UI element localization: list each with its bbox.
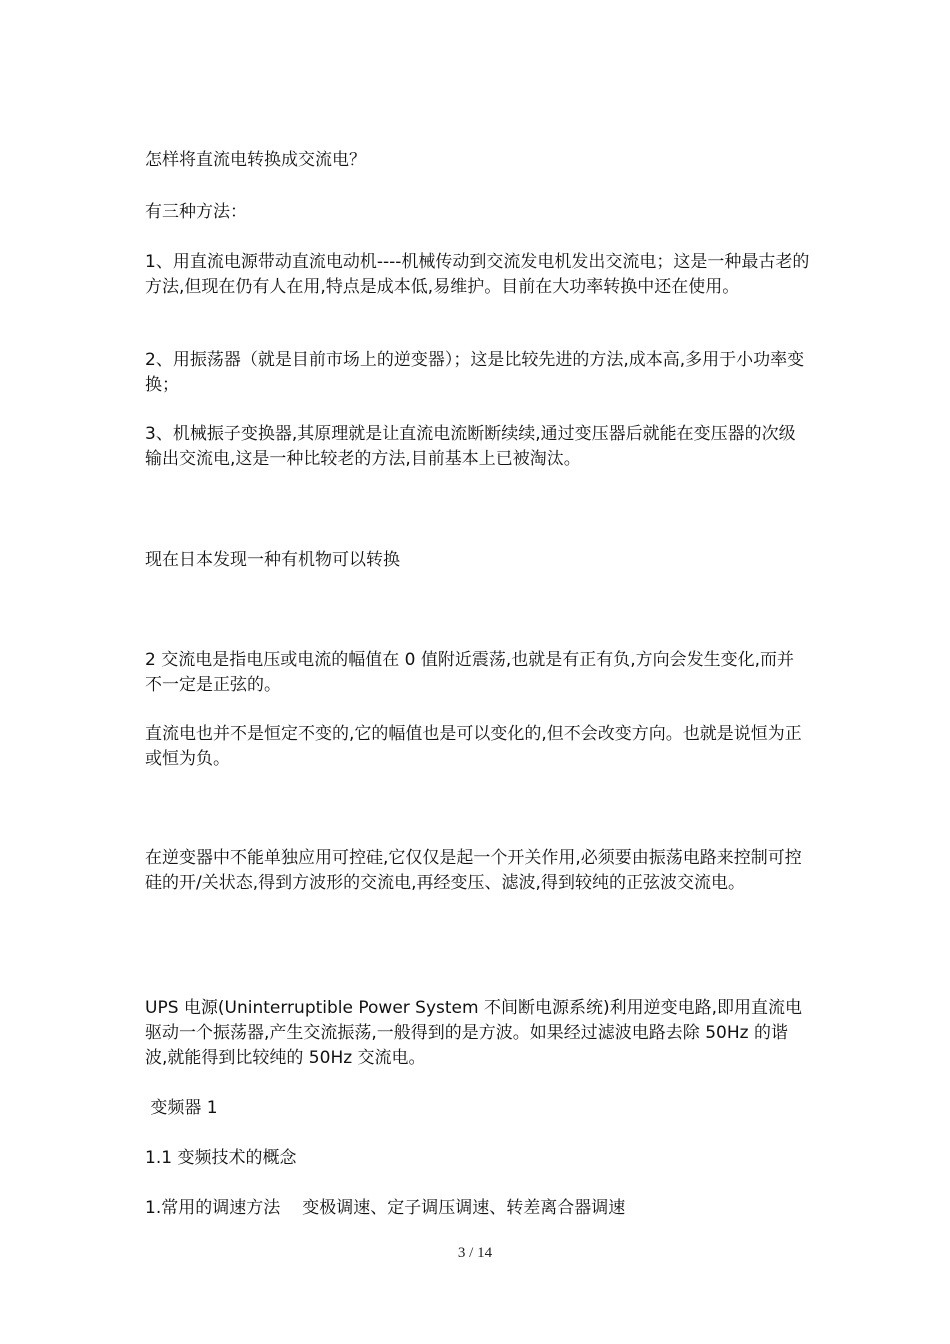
paragraph-speed-methods bbox=[145, 1196, 810, 1221]
paragraph-ac-definition: 2 交流电是指电压或电流的幅值在 0 值附近震荡,也就是有正有负,方向会发生变化,而并不一定是正弦的。 bbox=[145, 650, 795, 695]
paragraph-dc-definition: 直流电也并不是恒定不变的,它的幅值也是可以变化的,但不会改变方向。也就是说恒为正或恒为负。 bbox=[145, 724, 802, 769]
speed-methods-label: 1.常用的调速方法 bbox=[145, 1198, 281, 1218]
heading-1-1: 1.1 变频技术的概念 bbox=[145, 1148, 297, 1168]
paragraph-ups: UPS 电源(Uninterruptible Power System 不间断电源系统)利用逆变电路,即用直流电驱动一个振荡器,产生交流振荡,一般得到的是方波。如果经过滤波电路去除 50Hz 的谐波,就能得到比较纯的 50Hz 交流电。 bbox=[145, 998, 803, 1068]
paragraph-title-question: 怎样将直流电转换成交流电？ bbox=[145, 150, 366, 170]
paragraph-three-methods: 有三种方法： bbox=[145, 202, 247, 222]
speed-methods-text: 变极调速、定子调压调速、转差离合器调速 bbox=[302, 1198, 626, 1218]
paragraph-thyristor: 在逆变器中不能单独应用可控硅,它仅仅是起一个开关作用,必须要由振荡电路来控制可控硅的开/关状态,得到方波形的交流电,再经变压、滤波,得到较纯的正弦波交流电。 bbox=[145, 848, 802, 893]
page-number: 3 / 14 bbox=[457, 1245, 493, 1261]
paragraph-japan-organic: 现在日本发现一种有机物可以转换 bbox=[145, 550, 400, 570]
paragraph-method-2: 2、用振荡器（就是目前市场上的逆变器）；这是比较先进的方法,成本高,多用于小功率变换； bbox=[145, 350, 805, 395]
heading-inverter-1: 变频器 1 bbox=[145, 1098, 218, 1118]
paragraph-method-3: 3、机械振子变换器,其原理就是让直流电流断断续续,通过变压器后就能在变压器的次级输出交流电,这是一种比较老的方法,目前基本上已被淘汰。 bbox=[145, 424, 796, 469]
paragraph-method-1: 1、用直流电源带动直流电动机----机械传动到交流发电机发出交流电；这是一种最古老的方法,但现在仍有人在用,特点是成本低,易维护。目前在大功率转换中还在使用。 bbox=[145, 252, 810, 297]
